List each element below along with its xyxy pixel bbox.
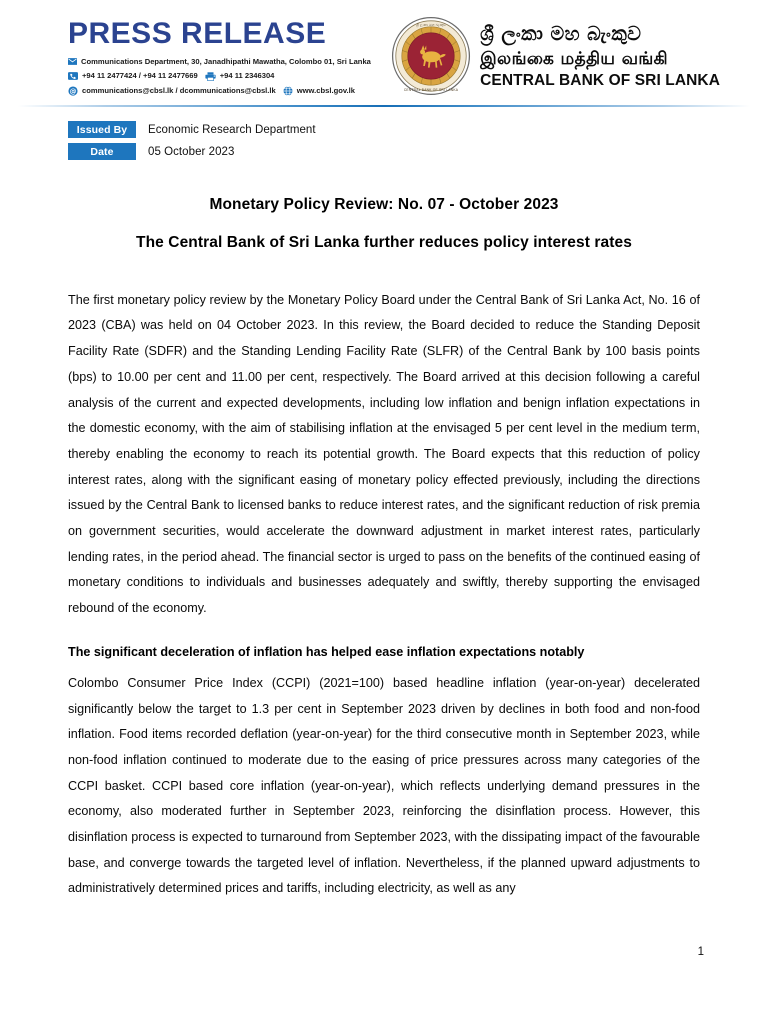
bank-identity-block — [391, 14, 720, 96]
body-paragraph-2: Colombo Consumer Price Index (CCPI) (2021=100) based headline inflation (year-on-year) decelerated significantly below the target to 1.3 per cent in September 2023 driven by declines in both food and non-food inflation. Food items recorded deflation (year-on-year) for the third consecutive month in September 2023, while non-food inflation continued to moderate due to the easing of price pressures across many categories of the CCPI basket. CCPI based core inflation (year-on-year), which reflects underlying demand pressures in the economy, also moderated further in September 2023, reinforcing the disinflation process. However, this disinflation process is expected to turnaround from September 2023, with the dissipating impact of the favourable base, and converge towards the targeted level of inflation. Nevertheless, if the planned upward adjustments to administratively determined prices and tariffs, including electricity, as well as any — [68, 675, 700, 896]
svg-text:ශ්‍රී ලංකා මහ බැංකුව: ශ්‍රී ලංකා මහ බැංකුව — [416, 22, 447, 27]
meta-row-issued-by — [68, 121, 768, 138]
header-divider — [18, 105, 750, 107]
section-heading-inflation: The significant deceleration of inflation has helped ease inflation expectations notably — [68, 644, 585, 659]
contact-fax-text: +94 11 2346304 — [219, 71, 275, 81]
svg-text:@: @ — [69, 87, 77, 96]
document-body — [0, 288, 768, 902]
issued-by-label: Issued By — [68, 121, 136, 138]
envelope-icon — [68, 58, 77, 65]
at-sign-icon — [68, 86, 78, 96]
central-bank-seal-icon — [391, 16, 471, 96]
issued-by-value: Economic Research Department — [148, 123, 316, 136]
date-value: 05 October 2023 — [148, 145, 235, 158]
document-titles — [0, 194, 768, 253]
page-subtitle: The Central Bank of Sri Lanka further reduces policy interest rates — [136, 234, 632, 252]
document-meta — [68, 121, 768, 160]
page-title: Monetary Policy Review: No. 07 - October 2023 — [209, 196, 559, 214]
document-header — [0, 0, 768, 99]
globe-icon — [283, 86, 293, 96]
bank-name-tamil: இலங்கை மத்திய வங்கி — [480, 49, 669, 70]
contact-address-line — [68, 56, 391, 68]
printer-icon — [205, 72, 216, 81]
contact-address-text: Communications Department, 30, Janadhipathi Mawatha, Colombo 01, Sri Lanka — [81, 56, 371, 66]
bank-name-block — [480, 23, 720, 88]
page-number: 1 — [697, 946, 704, 958]
meta-row-date — [68, 143, 768, 160]
svg-text:CENTRAL BANK OF SRI LANKA: CENTRAL BANK OF SRI LANKA — [403, 88, 459, 93]
body-paragraph-1: The first monetary policy review by the Monetary Policy Board under the Central Bank of Sri Lanka Act, No. 16 of 2023 (CBA) was held on 04 October 2023. In this review, the Board decided to reduce the Standing Deposit Facility Rate (SDFR) and the Standing Lending Facility Rate (SLFR) of the Central Bank by 100 basis points (bps) to 10.00 per cent and 11.00 per cent, respectively. The Board arrived at this decision following a careful analysis of the current and expected developments, including low inflation and benign inflation expectations in the domestic economy, with the aim of stabilising inflation at the envisaged 5 per cent level in the medium term, thereby enabling the economy to reach its potential growth. The Board expects that this reduction of policy interest rates, along with the significant easing of monetary policy effected previously, including the directions issued by the Central Bank to licensed banks to reduce interest rates, and the significant reduction of risk premia on government securities, would accelerate the downward adjustment in market interest rates, particularly lending rates, in the period ahead. The financial sector is urged to pass on the benefits of the continued easing of monetary conditions to individuals and businesses adequately and swiftly, thereby supporting the envisaged rebound of the economy. — [68, 292, 700, 616]
date-label: Date — [68, 143, 136, 160]
contact-email-line — [68, 85, 391, 97]
bank-name-english: CENTRAL BANK OF SRI LANKA — [480, 72, 720, 90]
contact-phone-line — [68, 70, 391, 82]
bank-name-sinhala: ශ්‍රී ලංකා මහ බැංකුව — [480, 23, 642, 46]
header-left-block — [68, 14, 391, 99]
contact-phone-text: +94 11 2477424 / +94 11 2477669 — [82, 71, 198, 81]
contact-details — [68, 56, 391, 97]
telephone-icon — [68, 72, 78, 80]
contact-email-text: communications@cbsl.lk / dcommunications@cbsl.lk — [82, 85, 276, 95]
press-release-title: PRESS RELEASE — [68, 17, 327, 50]
contact-website-text: www.cbsl.gov.lk — [296, 85, 355, 95]
